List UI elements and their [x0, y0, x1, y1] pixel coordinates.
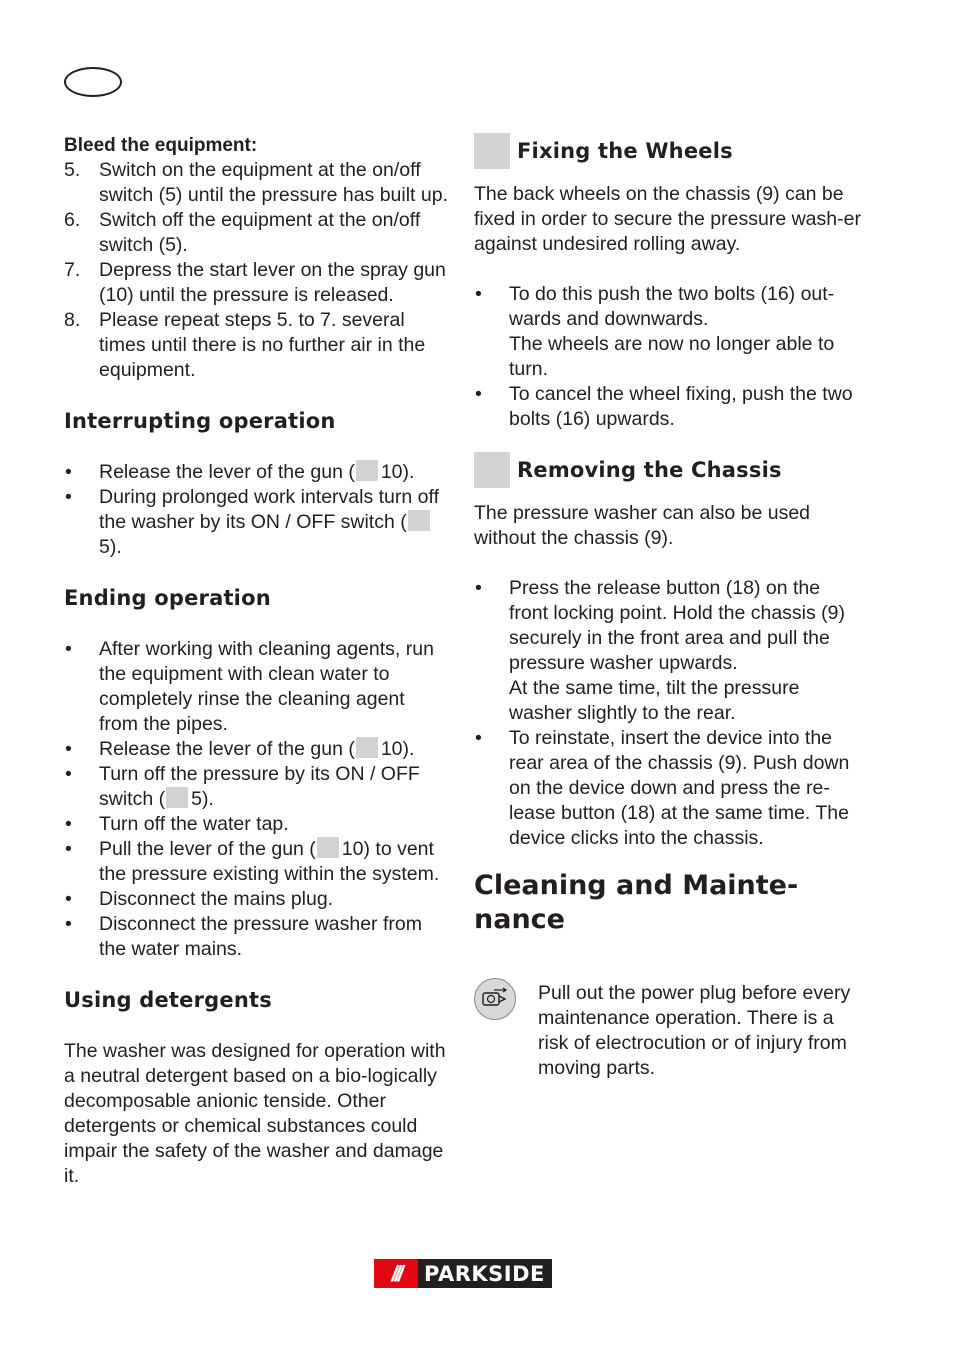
bullet-text: To cancel the wheel fixing, push the two bolts (16) upwards. [509, 383, 853, 430]
list-item [64, 158, 449, 208]
ending-title: Ending operation [64, 586, 271, 610]
detergents-text: The washer was designed for operation with a neutral detergent based on a bio-logically decomposable anionic tenside. Other detergents or chemical substances could impair the safety of the washer and damage it. [64, 1040, 446, 1187]
step-text: Switch on the equipment at the on/off switch (5) until the pressure has built up. [99, 159, 449, 206]
bullet-text: After working with cleaning agents, run the equipment with clean water to completely rinse the cleaning agent from the pipes. [99, 638, 434, 735]
step-number: 8. [64, 309, 81, 331]
list-item [474, 382, 864, 432]
ending-list [64, 637, 449, 962]
bullet-text: The wheels are now no longer able to turn. [509, 333, 835, 380]
logo-text: PARKSIDE [424, 1261, 545, 1286]
unplug-warning-icon [474, 981, 538, 1081]
chassis-list [474, 576, 864, 851]
list-item [64, 762, 449, 812]
bullet-text: Disconnect the pressure washer from the water mains. [99, 913, 422, 960]
bullet-text: Turn off the pressure by its ON / OFF switch ( [99, 763, 420, 810]
section-marker-icon [474, 133, 510, 169]
logo-stripes-icon: /// [374, 1259, 418, 1288]
right-column [474, 133, 864, 1081]
bullet-text: Pull the lever of the gun ( [99, 838, 316, 860]
section-marker-icon [474, 452, 510, 488]
bullet-text: At the same time, tilt the pressure washer slightly to the rear. [509, 677, 800, 724]
figure-ref-icon [356, 737, 378, 758]
wheels-list [474, 282, 864, 432]
bullet-text: To reinstate, insert the device into the rear area of the chassis (9). Push down on the device down and press the re-lease button (18) at the same time. The device clicks into the chassis. [509, 727, 850, 849]
warning-text: Pull out the power plug before every maintenance operation. There is a risk of electrocution or of injury from moving parts. [538, 982, 851, 1079]
list-item [64, 887, 449, 912]
step-number: 5. [64, 159, 81, 181]
chassis-intro: The pressure washer can also be used without the chassis (9). [474, 502, 811, 549]
plug-icon [474, 978, 516, 1020]
step-number: 6. [64, 209, 81, 231]
interrupting-title: Interrupting operation [64, 409, 336, 433]
bullet-text: 5). [191, 788, 214, 810]
step-text: Depress the start lever on the spray gun (10) until the pressure is released. [99, 259, 446, 306]
bullet-text: To do this push the two bolts (16) out-wards and downwards. [509, 283, 835, 330]
step-text: Please repeat steps 5. to 7. several times until there is no further air in the equipment. [99, 309, 426, 381]
chassis-title: Removing the Chassis [517, 457, 782, 482]
step-text: Switch off the equipment at the on/off switch (5). [99, 209, 421, 256]
list-item [64, 737, 449, 762]
list-item [64, 637, 449, 737]
list-item [64, 812, 449, 837]
list-item [474, 726, 864, 851]
bullet-text: Press the release button (18) on the front locking point. Hold the chassis (9) securely in the front area and pull the pressure washer upwards. [509, 577, 845, 674]
list-item [64, 208, 449, 258]
detergents-title: Using detergents [64, 988, 272, 1012]
step-number: 7. [64, 259, 81, 281]
left-column [64, 133, 449, 1189]
wheels-intro: The back wheels on the chassis (9) can be fixed in order to secure the pressure wash-er against undesired rolling away. [474, 183, 861, 255]
bullet-text: Disconnect the mains plug. [99, 888, 334, 910]
list-item [474, 282, 864, 382]
figure-ref-icon [356, 460, 378, 481]
list-item [64, 912, 449, 962]
plug-glyph-icon [480, 987, 510, 1011]
list-item [474, 576, 864, 726]
cleaning-title [474, 869, 864, 937]
bullet-text: 10) to vent the pressure existing within the system. [99, 838, 440, 885]
parkside-logo [374, 1259, 552, 1288]
list-item [64, 258, 449, 308]
list-item [64, 837, 449, 887]
cleaning-title-line: Cleaning and Mainte- [474, 870, 799, 901]
list-item [64, 485, 449, 560]
bullet-text: Release the lever of the gun ( [99, 738, 355, 760]
list-item [64, 308, 449, 383]
bullet-text: 10). [380, 461, 415, 483]
figure-ref-icon [317, 837, 339, 858]
figure-ref-icon [408, 510, 430, 531]
bullet-text: Release the lever of the gun ( [99, 461, 355, 483]
list-item [64, 460, 449, 485]
language-badge [64, 67, 122, 97]
bullet-text: During prolonged work intervals turn off the washer by its ON / OFF switch ( [99, 486, 439, 533]
bleed-title: Bleed the equipment: [64, 135, 258, 156]
figure-ref-icon [166, 787, 188, 808]
interrupting-list [64, 460, 449, 560]
bleed-steps [64, 158, 449, 383]
bullet-text: 10). [380, 738, 415, 760]
cleaning-title-line: nance [474, 904, 565, 935]
bullet-text: Turn off the water tap. [99, 813, 289, 835]
bullet-text: 5). [99, 536, 122, 558]
maintenance-warning [474, 981, 864, 1081]
wheels-title: Fixing the Wheels [517, 138, 733, 163]
wheels-heading [474, 133, 864, 169]
chassis-heading [474, 452, 864, 488]
